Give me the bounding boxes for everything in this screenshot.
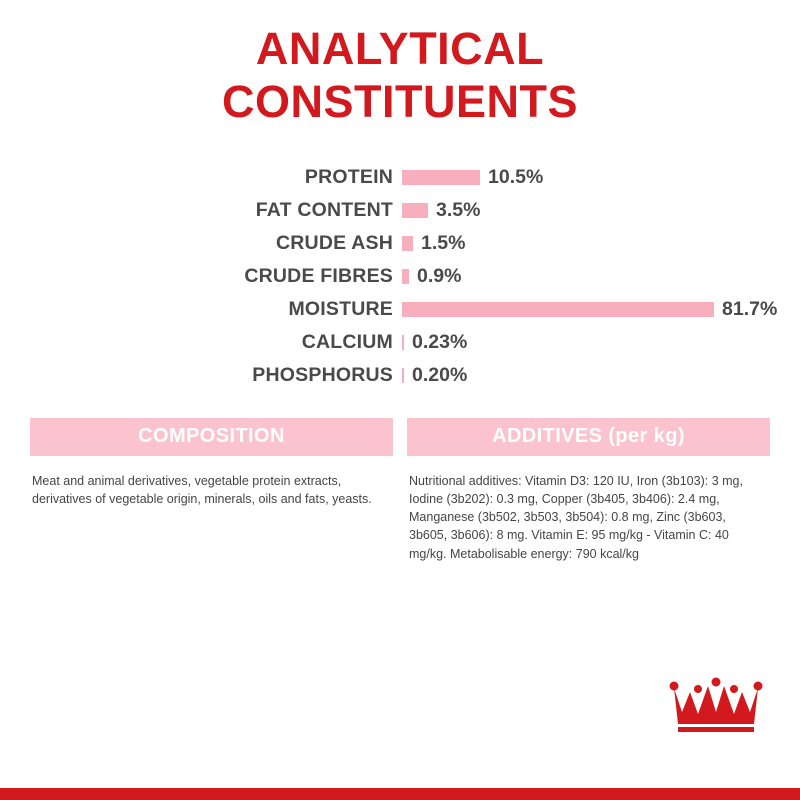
bar	[402, 368, 404, 383]
additives-panel-body: Nutritional additives: Vitamin D3: 120 IU, Iron (3b103): 3 mg, Iodine (3b202): 0.3 mg, Copper (3b405, 3b406): 2.4 mg, Manganese (3b502, 3b503, 3b504): 0.8 mg, Zinc (3b603, 3b605, 3b606): 8 mg. Vitamin E: 95 mg/kg - Vitamin C: 40 mg/kg. Metabolisable energy: 790 kcal/kg	[409, 474, 743, 561]
page-title	[0, 22, 800, 128]
bar-value: 3.5%	[436, 198, 481, 221]
bar	[402, 302, 714, 317]
bar-label: CRUDE ASH	[275, 231, 393, 254]
bar-label: PHOSPHORUS	[252, 363, 393, 386]
bar	[402, 203, 428, 218]
bar-area	[402, 166, 770, 189]
bar-value: 10.5%	[488, 165, 544, 188]
bar-value: 0.23%	[412, 330, 468, 353]
bar-area	[402, 265, 770, 288]
bar-label: CALCIUM	[301, 330, 393, 353]
bar-area	[402, 331, 770, 354]
bar-value: 0.20%	[412, 363, 468, 386]
bar-label: FAT CONTENT	[255, 198, 393, 221]
bar-value: 1.5%	[421, 231, 466, 254]
bar-label: PROTEIN	[304, 165, 393, 188]
chart-row	[40, 163, 770, 191]
composition-panel	[30, 418, 393, 563]
bar-area	[402, 199, 770, 222]
bar-area	[402, 364, 770, 387]
bar	[402, 335, 404, 350]
chart-row	[40, 229, 770, 257]
bar-value: 81.7%	[722, 297, 778, 320]
page-title-line-2: CONSTITUENTS	[221, 76, 578, 128]
royal-canin-crown-logo	[668, 668, 764, 738]
additives-panel	[407, 418, 770, 563]
bar-label: CRUDE FIBRES	[244, 264, 393, 287]
chart-row	[40, 361, 770, 389]
page-title-line-1: ANALYTICAL	[255, 23, 545, 74]
chart-row	[40, 328, 770, 356]
composition-panel-body: Meat and animal derivatives, vegetable protein extracts, derivatives of vegetable origin, minerals, oils and fats, yeasts.	[32, 474, 372, 507]
bar-area	[402, 232, 770, 255]
bar	[402, 170, 480, 185]
chart-row	[40, 262, 770, 290]
bar-label: MOISTURE	[288, 297, 393, 320]
composition-panel-header: COMPOSITION	[30, 418, 393, 456]
bar-area	[402, 297, 778, 321]
analytical-constituents-chart	[40, 163, 778, 394]
bar-value: 0.9%	[417, 264, 462, 287]
bottom-accent-bar	[0, 788, 800, 800]
additives-panel-header: ADDITIVES (per kg)	[407, 418, 770, 456]
bar	[402, 236, 413, 251]
chart-row	[40, 196, 770, 224]
chart-row	[40, 295, 778, 323]
info-panels	[30, 418, 770, 563]
bar	[402, 269, 409, 284]
